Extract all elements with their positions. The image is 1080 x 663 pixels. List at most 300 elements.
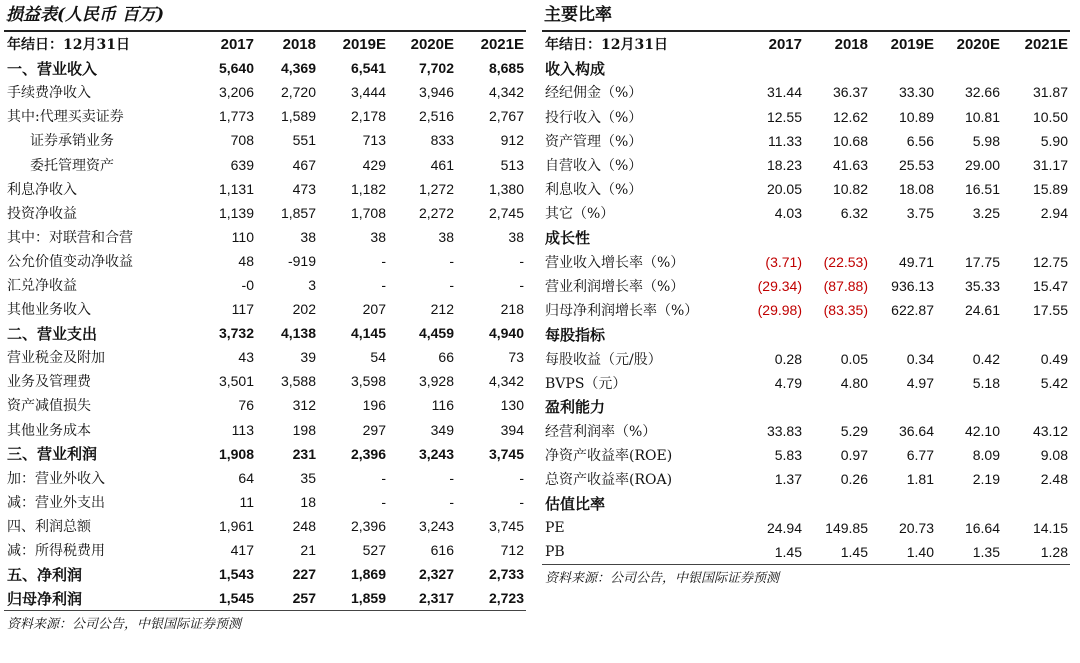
cell-value: 10.81 (964, 108, 1000, 125)
section-row (542, 492, 1070, 516)
table-row (4, 393, 526, 417)
cell-value: 467 (292, 156, 316, 173)
row-label: 营业利润增长率（%） (545, 278, 685, 295)
row-label: 委托管理资产 (30, 157, 114, 174)
cell-value: 5.42 (1040, 374, 1068, 391)
section-row (542, 395, 1070, 419)
row-label: 其中：对联营和合营 (7, 229, 133, 246)
cell-value: 3.25 (972, 205, 1000, 222)
table-row (542, 129, 1070, 153)
key-ratios-title: 主要比率 (544, 5, 612, 25)
cell-value (936, 226, 1002, 250)
cell-value (742, 322, 804, 346)
cell-value: 12.75 (1032, 253, 1068, 270)
cell-value: 3,745 (488, 517, 524, 534)
header-row (4, 32, 526, 56)
cell-value: 1,131 (218, 180, 254, 197)
cell-value: (87.88) (823, 277, 868, 294)
header-year: 2018 (282, 35, 316, 53)
table-row (542, 153, 1070, 177)
cell-value: 936.13 (891, 277, 934, 294)
cell-value: 1.45 (840, 544, 868, 561)
cell-value: 4,940 (488, 325, 524, 342)
table-row (542, 371, 1070, 395)
cell-value: 3 (308, 276, 316, 293)
cell-value: 196 (362, 397, 386, 414)
row-label: 手续费净收入 (7, 85, 91, 102)
header-year: 2019E (342, 35, 386, 53)
cell-value: (3.71) (765, 253, 802, 270)
table-row (542, 274, 1070, 298)
cell-value: -0 (241, 276, 254, 293)
income-statement-title: 损益表(人民币 百万) (6, 5, 165, 25)
cell-value: 248 (292, 517, 316, 534)
income-statement-panel (4, 0, 526, 639)
cell-value: 11 (239, 493, 254, 510)
cell-value: 1,139 (218, 204, 254, 221)
row-label: 营业收入增长率（%） (545, 254, 685, 271)
cell-value: 116 (431, 397, 454, 414)
cell-value: 712 (500, 542, 524, 559)
cell-value (804, 395, 870, 419)
cell-value: 14.15 (1032, 519, 1068, 536)
row-label: 五、净利润 (7, 565, 83, 584)
row-label: 资产减值损失 (7, 398, 91, 415)
cell-value: (22.53) (823, 253, 868, 270)
cell-value: 1,272 (418, 180, 454, 197)
cell-value: 3,946 (418, 84, 454, 101)
cell-value: 1.45 (774, 544, 802, 561)
row-label: 投行收入（%） (545, 109, 643, 126)
cell-value: 15.47 (1032, 277, 1068, 294)
cell-value: 227 (292, 566, 316, 583)
cell-value: -919 (287, 252, 316, 269)
table-row (4, 152, 526, 176)
cell-value (804, 492, 870, 516)
cell-value: 394 (500, 421, 524, 438)
table-row (542, 250, 1070, 274)
cell-value: 10.89 (898, 108, 934, 125)
cell-value: 35.33 (964, 277, 1000, 294)
cell-value: 461 (430, 156, 454, 173)
cell-value: 113 (231, 421, 254, 438)
cell-value: 2,516 (418, 108, 454, 125)
row-label: 归母净利润 (7, 589, 83, 608)
cell-value (804, 226, 870, 250)
cell-value: 622.87 (891, 302, 934, 319)
header-year: 2019E (890, 35, 934, 53)
row-label: 公允价值变动净收益 (7, 253, 133, 270)
cell-value: 1.81 (906, 471, 934, 488)
cell-value: - (381, 469, 386, 486)
cell-value: 3,745 (488, 445, 524, 462)
cell-value: 41.63 (832, 157, 868, 174)
cell-value: 1,773 (218, 108, 254, 125)
cell-value: 12.62 (832, 108, 868, 125)
cell-value: - (519, 469, 524, 486)
row-label: PB (545, 544, 565, 561)
cell-value: 202 (292, 301, 316, 318)
cell-value: 1.35 (972, 544, 1000, 561)
cell-value: 17.75 (964, 253, 1000, 270)
cell-value: 20.05 (766, 181, 802, 198)
cell-value: 616 (430, 542, 454, 559)
cell-value: - (449, 276, 454, 293)
table-row (4, 538, 526, 562)
row-label: 二、营业支出 (7, 324, 98, 343)
cell-value: - (519, 493, 524, 510)
cell-value: 639 (230, 156, 254, 173)
cell-value (936, 56, 1002, 80)
table-row (4, 490, 526, 514)
section-row (542, 56, 1070, 80)
cell-value: 3,243 (418, 517, 454, 534)
section-label: 估值比率 (545, 495, 606, 514)
cell-value: 117 (231, 301, 254, 318)
row-label: 每股收益（元/股） (545, 351, 662, 368)
cell-value: 2,745 (488, 204, 524, 221)
section-label: 每股指标 (545, 325, 606, 344)
cell-value: (29.98) (757, 302, 802, 319)
cell-value (742, 226, 804, 250)
cell-value: 43.12 (1032, 423, 1068, 440)
cell-value: 2,396 (350, 445, 386, 462)
table-row (4, 297, 526, 321)
cell-value: 2.94 (1040, 205, 1068, 222)
cell-value: 3,732 (218, 325, 254, 342)
table-row (542, 177, 1070, 201)
cell-value: 18.23 (766, 157, 802, 174)
cell-value: 10.82 (832, 181, 868, 198)
cell-value: 17.55 (1032, 302, 1068, 319)
table-row (4, 345, 526, 369)
cell-value (936, 492, 1002, 516)
cell-value: 5.98 (972, 132, 1000, 149)
table-row (4, 80, 526, 104)
cell-value: 4.03 (774, 205, 802, 222)
cell-value: 3,444 (350, 84, 386, 101)
row-label: PE (545, 519, 565, 536)
cell-value: 1,545 (218, 590, 254, 607)
row-label: 其他业务成本 (7, 422, 91, 439)
cell-value: 29.00 (964, 157, 1000, 174)
cell-value (742, 395, 804, 419)
cell-value: 833 (430, 132, 454, 149)
cell-value: 4.79 (774, 374, 802, 391)
cell-value: - (449, 252, 454, 269)
cell-value: 1.37 (774, 471, 802, 488)
cell-value: 10.50 (1032, 108, 1068, 125)
cell-value: - (449, 469, 454, 486)
cell-value: 4,342 (488, 373, 524, 390)
cell-value: 149.85 (825, 519, 868, 536)
section-label: 成长性 (545, 229, 591, 248)
cell-value: 38 (300, 228, 316, 245)
cell-value (870, 226, 936, 250)
cell-value (936, 322, 1002, 346)
cell-value: 76 (238, 397, 254, 414)
cell-value: 4,369 (280, 60, 316, 77)
cell-value: 198 (292, 421, 316, 438)
cell-value (1002, 395, 1070, 419)
cell-value: 2,720 (280, 84, 316, 101)
row-label: 其中:代理买卖证券 (7, 109, 124, 126)
table-row (542, 419, 1070, 443)
cell-value: 1,857 (280, 204, 316, 221)
row-label: 净资产收益率(ROE) (545, 448, 673, 465)
row-label: 归母净利润增长率（%） (545, 303, 699, 320)
key-ratios-panel (542, 0, 1070, 593)
row-label: BVPS（元） (545, 375, 627, 392)
cell-value: 297 (362, 421, 386, 438)
cell-value: 2.48 (1040, 471, 1068, 488)
cell-value: 349 (430, 421, 454, 438)
cell-value: 3,928 (418, 373, 454, 390)
header-year: 2017 (768, 35, 802, 53)
cell-value: 5.90 (1040, 132, 1068, 149)
row-label: 经纪佣金（%） (545, 85, 643, 102)
header-year: 2017 (220, 35, 254, 53)
row-label: 经营利润率（%） (545, 424, 657, 441)
cell-value: 1.28 (1040, 544, 1068, 561)
cell-value: 24.61 (964, 302, 1000, 319)
cell-value (804, 322, 870, 346)
table-row (542, 105, 1070, 129)
table-row (4, 273, 526, 297)
cell-value: 1,543 (218, 566, 254, 583)
cell-value: 2,396 (350, 517, 386, 534)
table-row (4, 177, 526, 201)
cell-value: 1,589 (280, 108, 316, 125)
cell-value: 8.09 (972, 447, 1000, 464)
cell-value: 25.53 (898, 157, 934, 174)
cell-value: 38 (370, 228, 386, 245)
cell-value (870, 492, 936, 516)
cell-value: 2,723 (488, 590, 524, 607)
row-label: 投资净收益 (7, 205, 77, 222)
row-label: 利息收入（%） (545, 182, 643, 199)
cell-value: 16.51 (964, 181, 1000, 198)
cell-value: 218 (500, 301, 524, 318)
table-row (4, 586, 526, 610)
source-note: 资料来源：公司公告，中银国际证券预测 (545, 571, 780, 587)
cell-value: 0.34 (906, 350, 934, 367)
cell-value: 257 (292, 590, 316, 607)
cell-value (1002, 56, 1070, 80)
cell-value: 3,501 (218, 373, 254, 390)
cell-value: 2.19 (972, 471, 1000, 488)
cell-value: 912 (500, 132, 524, 149)
section-label: 收入构成 (545, 59, 606, 78)
cell-value: 48 (238, 252, 254, 269)
cell-value: 11.33 (768, 132, 802, 149)
cell-value: 0.49 (1040, 350, 1068, 367)
row-label: 减：营业外支出 (7, 494, 105, 511)
row-label: 三、营业利润 (7, 445, 98, 464)
cell-value: 12.55 (766, 108, 802, 125)
header-year: 2021E (480, 35, 524, 53)
cell-value: 36.64 (898, 423, 934, 440)
cell-value: 35 (300, 469, 316, 486)
cell-value (1002, 322, 1070, 346)
cell-value: 15.89 (1032, 181, 1068, 198)
cell-value: 3,598 (350, 373, 386, 390)
section-row (542, 226, 1070, 250)
cell-value: 1,380 (488, 180, 524, 197)
table-row (542, 346, 1070, 370)
header-year: 2020E (410, 35, 454, 53)
cell-value (870, 322, 936, 346)
cell-value: 0.05 (840, 350, 868, 367)
row-label: 自营收入（%） (545, 158, 643, 175)
cell-value: 429 (362, 156, 386, 173)
cell-value: - (519, 276, 524, 293)
cell-value (742, 492, 804, 516)
cell-value (804, 56, 870, 80)
cell-value: 31.44 (766, 84, 802, 101)
cell-value: 42.10 (964, 423, 1000, 440)
cell-value: 4.97 (906, 374, 934, 391)
cell-value: - (519, 252, 524, 269)
header-year: 2018 (834, 35, 868, 53)
cell-value: 7,702 (418, 60, 454, 77)
row-label: 总资产收益率(ROA) (545, 472, 673, 489)
table-row (4, 56, 526, 80)
cell-value: 3,588 (280, 373, 316, 390)
cell-value: 1.40 (906, 544, 934, 561)
cell-value: - (381, 252, 386, 269)
cell-value: 73 (508, 349, 524, 366)
row-label: 利息净收入 (7, 181, 77, 198)
cell-value: 2,317 (418, 590, 454, 607)
header-year: 2021E (1024, 35, 1068, 53)
section-row (542, 322, 1070, 346)
table-row (4, 225, 526, 249)
cell-value: 38 (438, 228, 454, 245)
cell-value: 130 (500, 397, 524, 414)
cell-value: 21 (300, 542, 316, 559)
table-row (542, 467, 1070, 491)
cell-value: 4,342 (488, 84, 524, 101)
header-year: 2020E (956, 35, 1000, 53)
cell-value: 43 (238, 349, 254, 366)
section-label: 盈利能力 (545, 398, 606, 417)
cell-value: 5.29 (840, 423, 868, 440)
cell-value: 54 (370, 349, 386, 366)
row-label: 营业税金及附加 (7, 350, 105, 367)
table-row (4, 128, 526, 152)
cell-value: 49.71 (898, 253, 934, 270)
cell-value: 110 (231, 228, 254, 245)
cell-value: 2,327 (418, 566, 454, 583)
cell-value: 4,145 (350, 325, 386, 342)
cell-value: 2,272 (418, 204, 454, 221)
cell-value: 4,459 (418, 325, 454, 342)
cell-value: 16.64 (964, 519, 1000, 536)
cell-value: 4,138 (280, 325, 316, 342)
cell-value: 5,640 (218, 60, 254, 77)
cell-value: 4.80 (840, 374, 868, 391)
table-row (542, 516, 1070, 540)
cell-value: 31.17 (1032, 157, 1068, 174)
cell-value: 551 (292, 132, 316, 149)
income-statement-table (4, 32, 526, 610)
table-row (542, 298, 1070, 322)
cell-value: 513 (500, 156, 524, 173)
cell-value: 8,685 (488, 60, 524, 77)
cell-value: 212 (430, 301, 454, 318)
cell-value: 708 (230, 132, 254, 149)
cell-value: 207 (362, 301, 386, 318)
cell-value: 0.42 (972, 350, 1000, 367)
cell-value (870, 56, 936, 80)
cell-value: 6.77 (906, 447, 934, 464)
table-row (542, 201, 1070, 225)
key-ratios-table (542, 32, 1070, 564)
table-row (542, 443, 1070, 467)
row-label: 减：所得税费用 (7, 543, 105, 560)
cell-value: 10.68 (832, 132, 868, 149)
header-row (542, 32, 1070, 56)
table-row (4, 418, 526, 442)
cell-value: 1,708 (350, 204, 386, 221)
cell-value: 39 (300, 349, 316, 366)
row-label: 资产管理（%） (545, 133, 643, 150)
cell-value: 3,206 (218, 84, 254, 101)
table-row (542, 540, 1070, 564)
cell-value (1002, 492, 1070, 516)
cell-value: 33.30 (898, 84, 934, 101)
cell-value (742, 56, 804, 80)
cell-value: 1,869 (350, 566, 386, 583)
cell-value: (29.34) (757, 277, 802, 294)
cell-value: 9.08 (1040, 447, 1068, 464)
cell-value: 473 (292, 180, 316, 197)
cell-value: 32.66 (964, 84, 1000, 101)
cell-value: 18 (300, 493, 316, 510)
table-row (4, 466, 526, 490)
row-label: 其他业务收入 (7, 302, 91, 319)
cell-value: 2,767 (488, 108, 524, 125)
row-label: 一、营业收入 (7, 59, 98, 78)
cell-value: 24.94 (766, 519, 802, 536)
cell-value: 6.32 (840, 205, 868, 222)
row-label: 其它（%） (545, 206, 615, 223)
cell-value: 36.37 (832, 84, 868, 101)
cell-value: 527 (362, 542, 386, 559)
source-note: 资料来源：公司公告，中银国际证券预测 (7, 617, 242, 633)
cell-value: 18.08 (898, 181, 934, 198)
cell-value: 1,908 (218, 445, 254, 462)
cell-value: 66 (438, 349, 454, 366)
cell-value: 5.18 (972, 374, 1000, 391)
cell-value: 312 (292, 397, 316, 414)
cell-value: 38 (508, 228, 524, 245)
table-row (4, 249, 526, 273)
cell-value (936, 395, 1002, 419)
cell-value: 6,541 (350, 60, 386, 77)
cell-value: 417 (230, 542, 254, 559)
cell-value: 2,178 (350, 108, 386, 125)
cell-value: 1,859 (350, 590, 386, 607)
cell-value: 20.73 (898, 519, 934, 536)
table-row (4, 104, 526, 128)
cell-value: 713 (362, 132, 386, 149)
header-label: 年结日：12月31日 (7, 37, 130, 54)
cell-value: 231 (292, 445, 316, 462)
table-row (4, 442, 526, 466)
cell-value (870, 395, 936, 419)
